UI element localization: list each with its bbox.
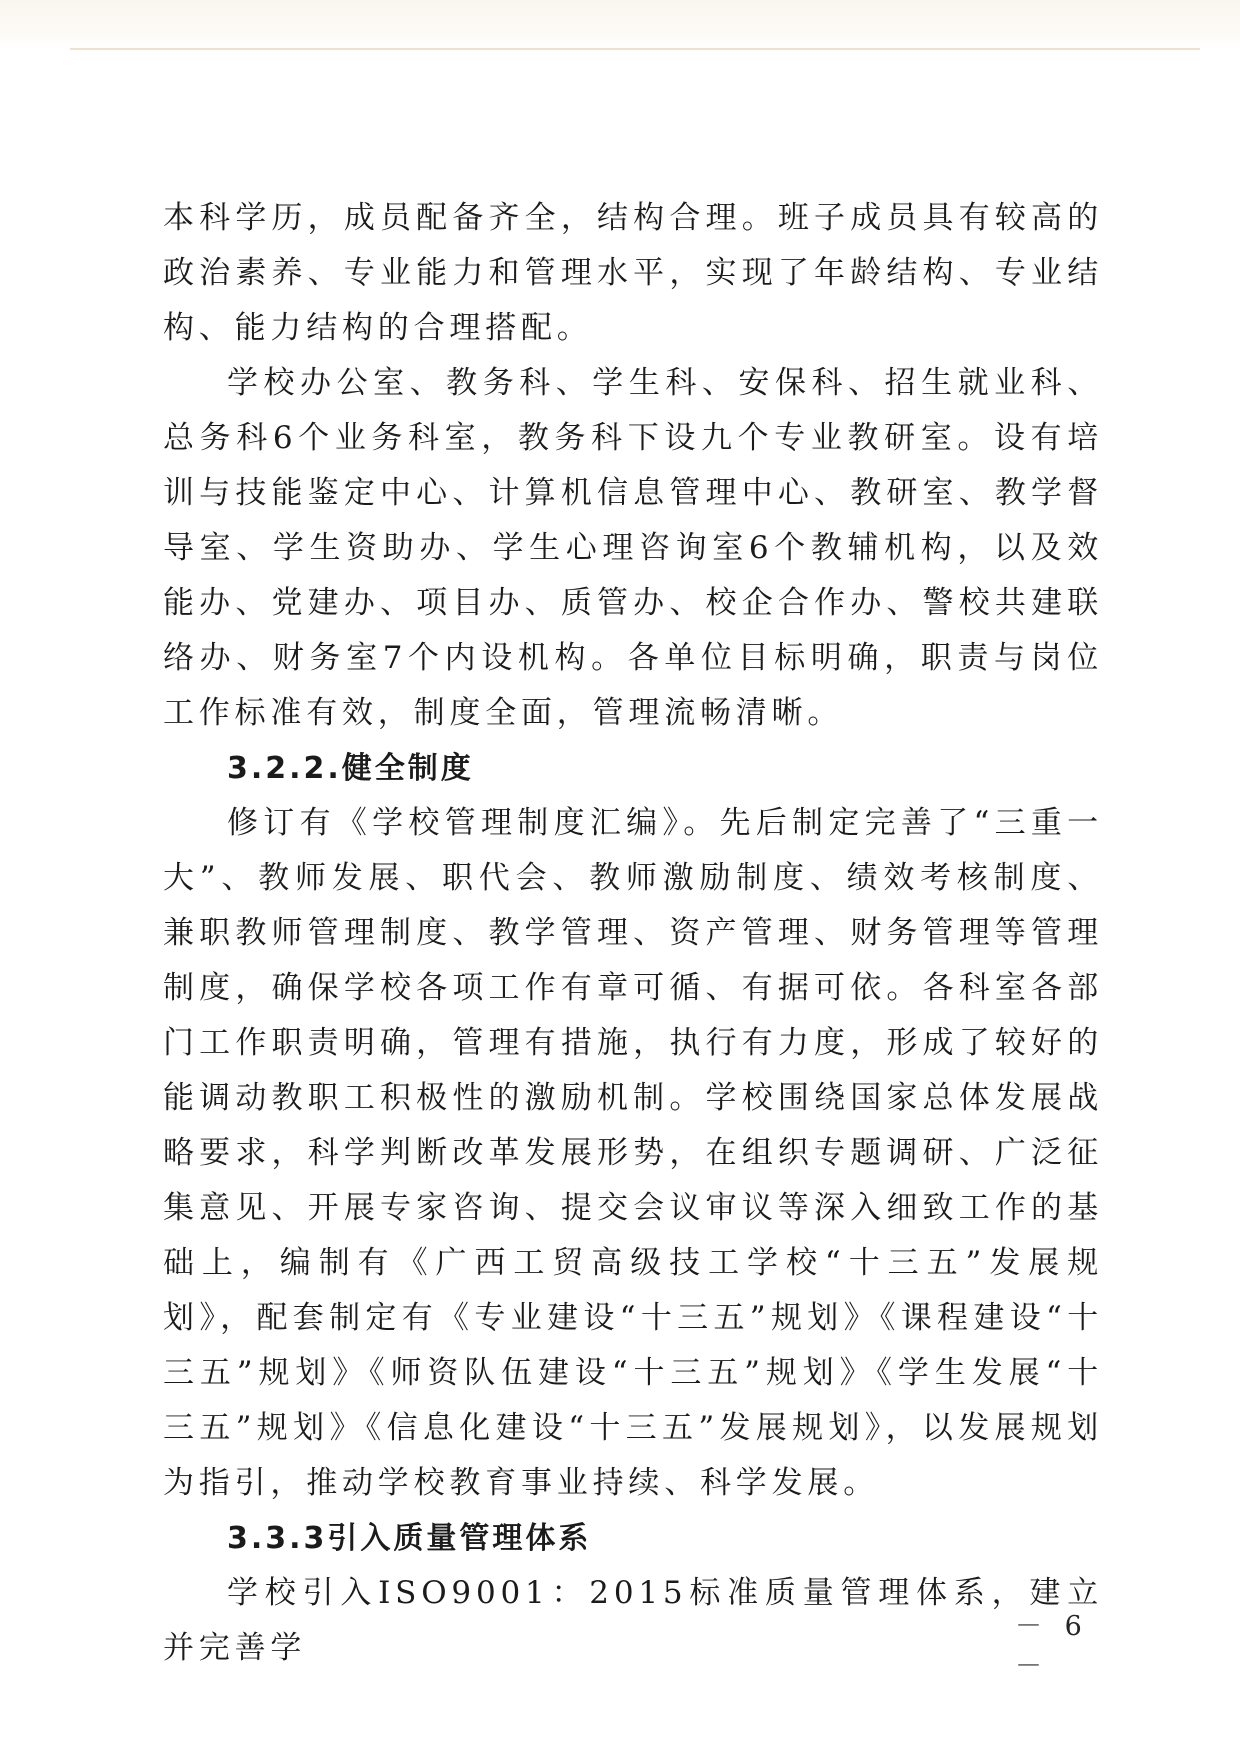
paragraph-leadership: 本科学历，成员配备齐全，结构合理。班子成员具有较高的政治素养、专业能力和管理水平，实现了年龄结构、专业结构、能力结构的合理搭配。 <box>163 200 1103 346</box>
page-number: － 6 － <box>1015 1611 1089 1682</box>
section-heading-3-3-3: 3.3.3引入质量管理体系 <box>227 1521 592 1556</box>
scan-top-line <box>70 48 1200 50</box>
paragraph-departments: 学校办公室、教务科、学生科、安保科、招生就业科、总务科6个业务科室，教务科下设九个专业教研室。设有培训与技能鉴定中心、计算机信息管理中心、教研室、教学督导室、学生资助办、学生心理咨询室6个教辅机构，以及效能办、党建办、项目办、质管办、校企合作办、警校共建联络办、财务室7个内设机构。各单位目标明确，职责与岗位工作标准有效，制度全面，管理流畅清晰。 <box>163 365 1103 731</box>
paragraph-quality-management: 学校引入ISO9001：2015标准质量管理体系，建立并完善学 <box>163 1575 1103 1666</box>
document-body <box>163 191 1103 1676</box>
section-heading-3-2-2: 3.2.2.健全制度 <box>227 751 474 786</box>
scan-top-band <box>0 0 1240 50</box>
paragraph-management-system: 修订有《学校管理制度汇编》。先后制定完善了“三重一大”、教师发展、职代会、教师激励制度、绩效考核制度、兼职教师管理制度、教学管理、资产管理、财务管理等管理制度，确保学校各项工作有章可循、有据可依。各科室各部门工作职责明确，管理有措施，执行有力度，形成了较好的能调动教职工积极性的激励机制。学校围绕国家总体发展战略要求，科学判断改革发展形势，在组织专题调研、广泛征集意见、开展专家咨询、提交会议审议等深入细致工作的基础上，编制有《广西工贸高级技工学校“十三五”发展规划》，配套制定有《专业建设“十三五”规划》《课程建设“十三五”规划》《师资队伍建设“十三五”规划》《学生发展“十三五”规划》《信息化建设“十三五”发展规划》，以发展规划为指引，推动学校教育事业持续、科学发展。 <box>163 805 1103 1501</box>
